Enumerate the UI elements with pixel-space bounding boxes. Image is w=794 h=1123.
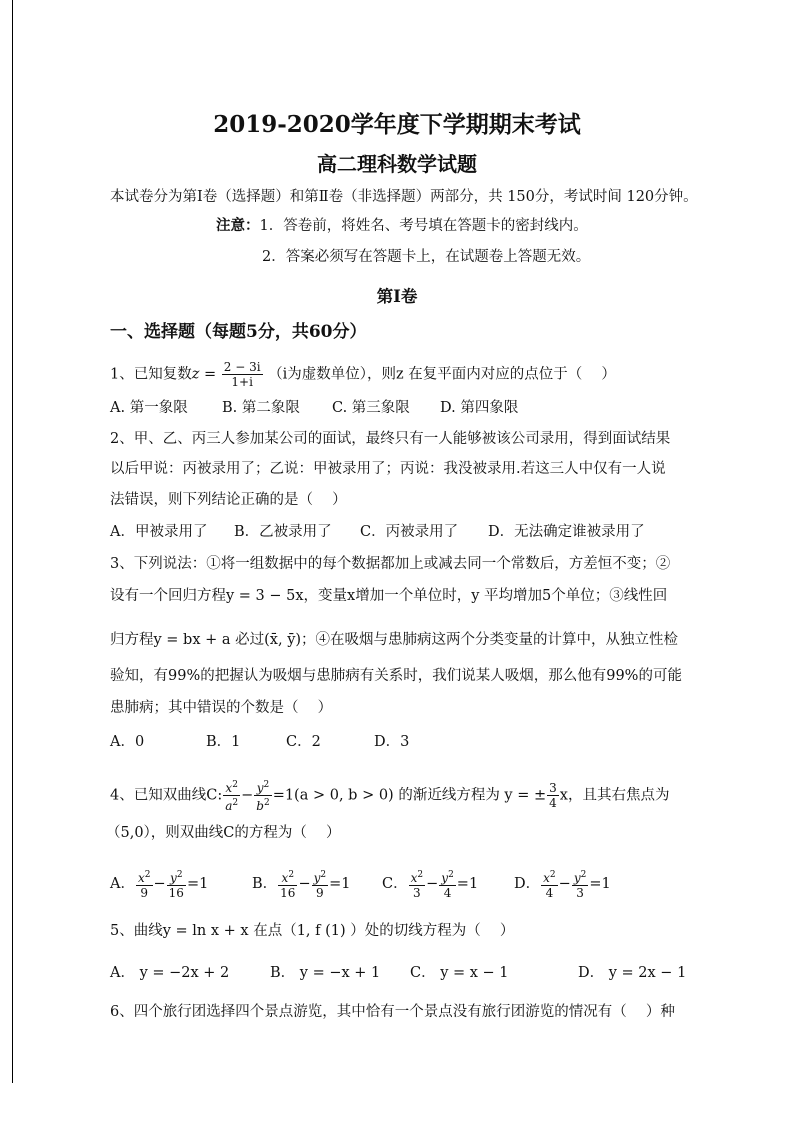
q4-line-1: 4、已知双曲线C: $\frac{x^2}{a^2}$ − $\frac{y^2}{b^2}$ =1(a > 0, b > 0) 的渐近线方程为 y = ± $\frac{3}{4}$ x，且其右焦点为	[110, 780, 670, 813]
q1-var: z	[191, 366, 200, 383]
q4-prefix: 4、已知双曲线C:	[110, 787, 223, 804]
q1-option-c: C. 第三象限	[332, 400, 410, 416]
q2-line-1: 2、甲、乙、丙三人参加某公司的面试，最终只有一人能够被该公司录用，得到面试结果	[110, 431, 671, 447]
part-heading: 第Ⅰ卷	[376, 287, 418, 306]
q2-line-3: 法错误，则下列结论正确的是（ ）	[110, 492, 347, 508]
section-heading: 一、选择题（每题5分，共60分）	[110, 322, 367, 342]
q1-suffix: （i为虚数单位），则z 在复平面内对应的点位于（ ）	[268, 366, 616, 383]
q3-line-3: 归方程y = bx + a 必过(x̄, ȳ)；④在吸烟与患肺病这两个分类变量的计算中，从独立性检	[110, 632, 679, 648]
q2-line-2: 以后甲说：丙被录用了；乙说：甲被录用了；丙说：我没被录用.若这三人中仅有一人说	[110, 461, 666, 477]
q1-fraction	[222, 360, 263, 389]
q1-numerator: 2 − 3i	[223, 360, 261, 374]
q2-option-c: C．丙被录用了	[360, 524, 459, 540]
q1-denominator: 1+i	[231, 375, 253, 389]
q5-option-c: C． y = x − 1	[410, 965, 509, 981]
q4-condition: =1(a > 0, b > 0) 的渐近线方程为 y = ±	[272, 787, 547, 804]
notice-2: 2．答案必须写在答题卡上，在试题卷上答题无效。	[262, 249, 591, 265]
notice-1-text: 1．答卷前，将姓名、考号填在答题卡的密封线内。	[259, 218, 588, 234]
q4-y-fraction: $\frac{y^2}{b^2}$	[256, 780, 270, 813]
q2-option-a: A．甲被录用了	[110, 524, 208, 540]
q3-option-b: B．1	[206, 734, 241, 750]
q3-line-5: 患肺病；其中错误的个数是（ ）	[110, 700, 333, 716]
q5-option-d: D． y = 2x − 1	[578, 965, 687, 981]
exam-title: 2019-2020学年度下学期期末考试	[213, 111, 581, 138]
q4-after: x，且其右焦点为	[559, 787, 670, 804]
q3-option-a: A．0	[110, 734, 145, 750]
q1-option-b: B. 第二象限	[222, 400, 300, 416]
exam-subtitle: 高二理科数学试题	[317, 152, 477, 176]
q4-line-2: （5,0），则双曲线C的方程为（ ）	[106, 825, 341, 841]
q4-option-b: B． $\frac{x^2}{16}$ − $\frac{y^2}{9}$ =1	[252, 870, 351, 900]
q3-line-4: 验知，有99%的把握认为吸烟与患肺病有关系时，我们说某人吸烟，那么他有99%的可能	[110, 668, 682, 684]
q3-option-c: C．2	[286, 734, 321, 750]
q1-option-d: D. 第四象限	[440, 400, 519, 416]
q1-prefix: 1、已知复数	[110, 366, 192, 383]
q2-option-d: D．无法确定谁被录用了	[488, 524, 645, 540]
question-1: 1、已知复数z = $\frac{2 - 3i}{1+i}$ （i为虚数单位），则z 在复平面内对应的点位于（ ）	[110, 360, 616, 389]
q4-option-a: A． $\frac{x^2}{9}$ − $\frac{y^2}{16}$ =1	[110, 870, 209, 900]
q4-x-fraction: $\frac{x^2}{a^2}$	[225, 780, 239, 813]
q6-line: 6、四个旅行团选择四个景点游览，其中恰有一个景点没有旅行团游览的情况有（ ）种	[110, 1004, 675, 1020]
q5-option-b: B． y = −x + 1	[270, 965, 381, 981]
q5-option-a: A． y = −2x + 2	[110, 965, 230, 981]
q4-asymptote-fraction: $\frac{3}{4}$	[549, 781, 557, 810]
q3-line-2: 设有一个回归方程y = 3 − 5x，变量x增加一个单位时，y 平均增加5个单位；③线性回	[110, 588, 668, 604]
notice-label: 注意：	[216, 217, 260, 234]
notice-1	[216, 216, 686, 236]
q3-line-1: 3、下列说法：①将一组数据中的每个数据都加上或减去同一个常数后，方差恒不变；②	[110, 556, 671, 572]
q4-option-c: C． $\frac{x^2}{3}$ − $\frac{y^2}{4}$ =1	[382, 870, 479, 900]
q1-option-a: A. 第一象限	[110, 400, 188, 416]
q3-option-d: D．3	[374, 734, 410, 750]
q2-option-b: B．乙被录用了	[234, 524, 332, 540]
q4-option-d: D． $\frac{x^2}{4}$ − $\frac{y^2}{3}$ =1	[514, 870, 611, 900]
exam-info: 本试卷分为第Ⅰ卷（选择题）和第Ⅱ卷（非选择题）两部分，共 150分，考试时间 120分钟。	[110, 189, 698, 205]
q5-line: 5、曲线y = ln x + x 在点（1, f (1) ）处的切线方程为（ ）	[110, 923, 515, 939]
